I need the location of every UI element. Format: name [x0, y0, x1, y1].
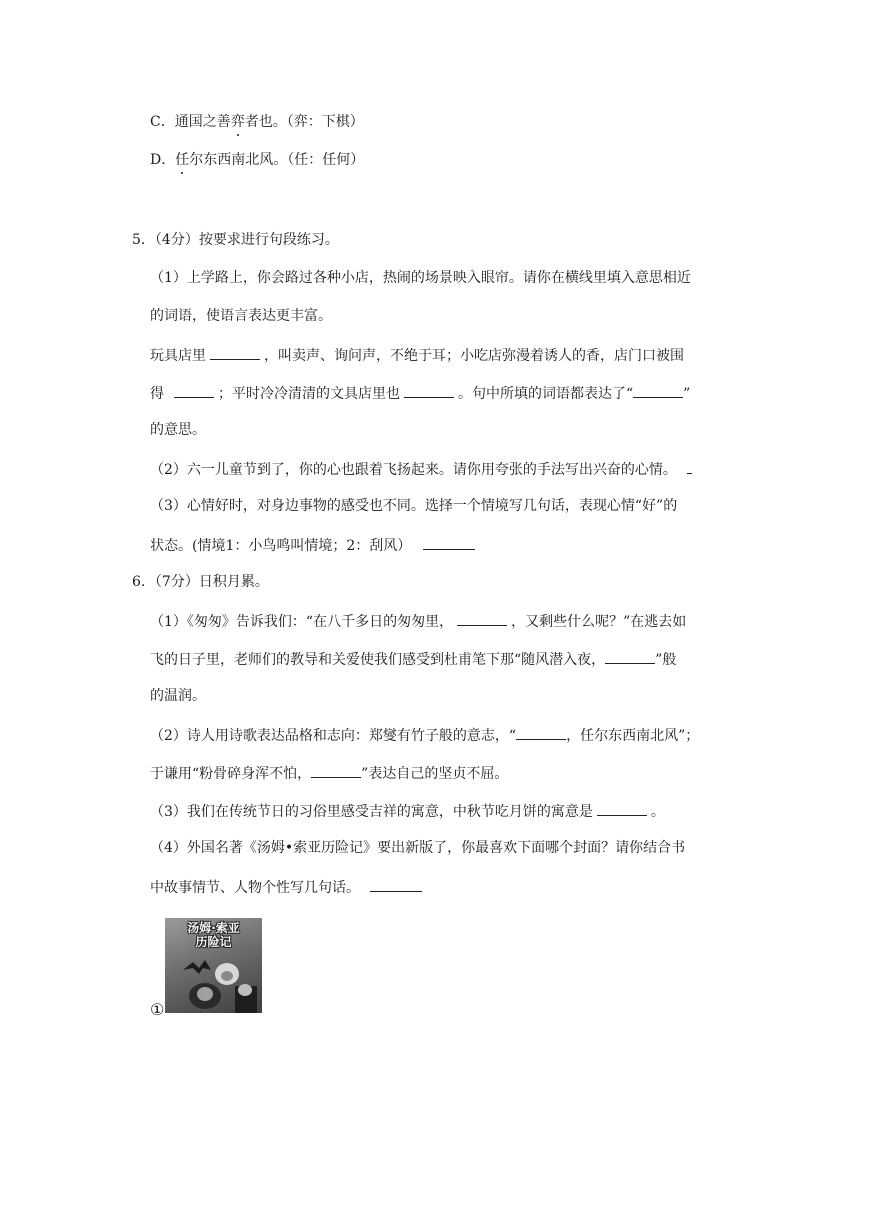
q6-part2-line1: （2）诗人用诗歌表达品格和志向：郑燮有竹子般的意志，“ ，任尔东西南北风”； — [150, 725, 699, 745]
option-d: D．任尔东西南北风。（任：任何） — [150, 152, 365, 168]
answer-blank[interactable] — [605, 649, 655, 664]
q6-part4-line2: 中故事情节、人物个性写几句话。 — [150, 877, 426, 897]
book-cover-image — [165, 918, 262, 1013]
cover-illustration — [165, 918, 262, 1013]
answer-blank[interactable] — [311, 763, 361, 778]
answer-blank[interactable] — [516, 725, 566, 740]
answer-blank[interactable] — [633, 383, 683, 398]
answer-blank[interactable] — [370, 877, 422, 892]
cover-title: 汤姆·索亚 历险记 — [187, 921, 240, 949]
emphasis-char: 弈 — [230, 114, 245, 130]
answer-blank[interactable] — [597, 801, 647, 816]
answer-blank[interactable] — [423, 535, 475, 550]
option-c: C．通国之善弈者也。（弈：下棋） — [150, 114, 364, 130]
q5-part3-line1: （3）心情好时，对身边事物的感受也不同。选择一个情境写几句话，表现心情“好”的 — [150, 498, 678, 514]
q5-part1-line5: 的意思。 — [150, 422, 206, 438]
q5-heading: 5．（4分）按要求进行句段练习。 — [132, 232, 339, 248]
q6-part4-line1: （4）外国名著《汤姆•索亚历险记》要出新版了，你最喜欢下面哪个封面？请你结合书 — [150, 840, 686, 856]
q5-part2: （2）六一儿童节到了，你的心也跟着飞扬起来。请你用夸张的手法写出兴奋的心情。 — [150, 459, 696, 479]
q5-part1-line2: 的词语，使语言表达更丰富。 — [150, 308, 332, 324]
q6-part2-line2: 于谦用“粉骨碎身浑不怕， ”表达自己的坚贞不屈。 — [150, 763, 508, 783]
cover-number-mark: ① — [150, 1000, 165, 1019]
answer-blank[interactable] — [687, 459, 692, 474]
q6-part1-line2: 飞的日子里，老师们的教导和关爱使我们感受到杜甫笔下那“随风潜入夜， ”般 — [150, 649, 676, 669]
q6-heading: 6．（7分）日积月累。 — [132, 574, 269, 590]
q6-part1-line3: 的温润。 — [150, 688, 206, 704]
q5-part1-line3: 玩具店里 ，叫卖声、询问声，不绝于耳；小吃店弥漫着诱人的香，店门口被围 — [150, 345, 684, 365]
q6-part1-line1: （1）《匆匆》告诉我们：“在八千多日的匆匆里， ，又剩些什么呢？”在逃去如 — [150, 611, 686, 631]
q5-part3-line2: 状态。(情境1：小鸟鸣叫情境；2：刮风） — [150, 535, 479, 555]
answer-blank[interactable] — [210, 345, 260, 360]
q6-part3: （3）我们在传统节日的习俗里感受吉祥的寓意，中秋节吃月饼的寓意是 。 — [150, 801, 665, 821]
answer-blank[interactable] — [457, 611, 507, 626]
emphasis-char: 任 — [175, 152, 190, 168]
answer-blank[interactable] — [174, 383, 214, 398]
q5-part1-line1: （1）上学路上，你会路过各种小店，热闹的场景映入眼帘。请你在横线里填入意思相近 — [150, 270, 691, 286]
q5-part1-line4: 得 ；平时冷冷清清的文具店里也 。句中所填的词语都表达了“ ” — [150, 383, 690, 403]
answer-blank[interactable] — [404, 383, 454, 398]
